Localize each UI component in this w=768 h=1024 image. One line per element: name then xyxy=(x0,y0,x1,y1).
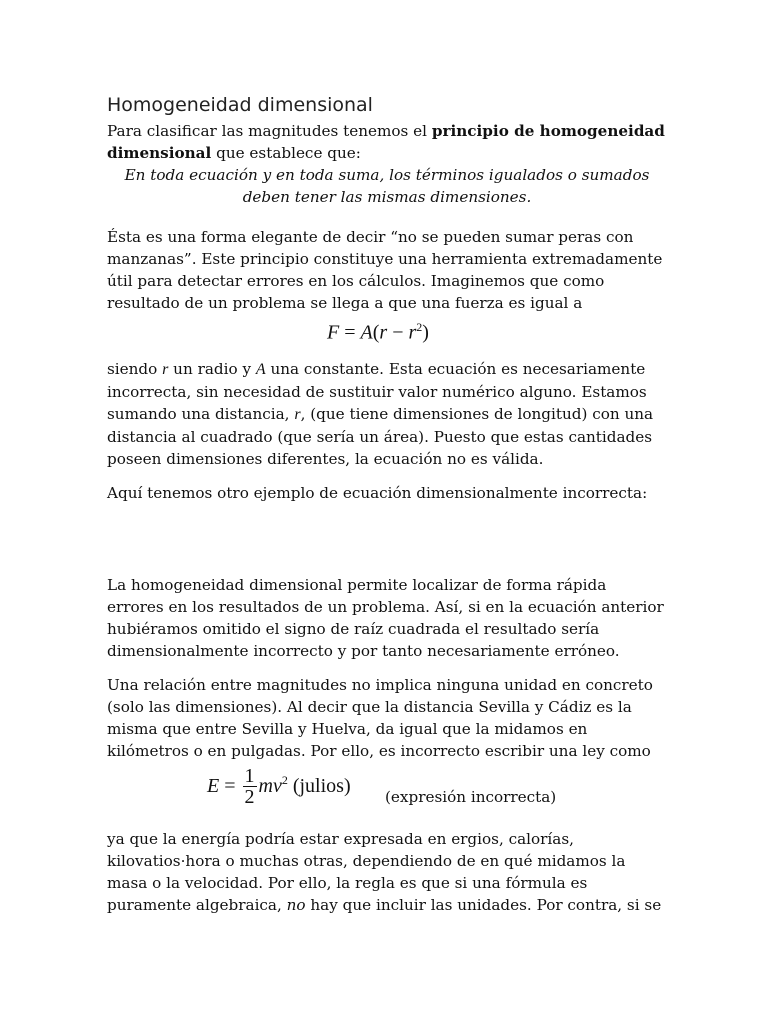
energy-equation-expression xyxy=(207,766,351,807)
paragraph-2 xyxy=(107,358,667,470)
intro-bold-2: dimensional xyxy=(107,144,212,162)
p6-emphasis: no xyxy=(286,896,306,914)
intro-text-end: que establece que: xyxy=(211,144,361,162)
p6-text-1: ya que la energía podría estar expresada en ergios, calorías, kilovatios·hora o muchas otras, dependiendo de en qué midamos la masa o la velocidad. Por ello, la regla es que si una fórmula es puramente algebraica, xyxy=(107,830,626,914)
eq2-equals: = xyxy=(219,775,241,797)
incorrect-expression-note: (expresión incorrecta) xyxy=(385,788,557,806)
principle-quote xyxy=(107,164,667,208)
force-equation xyxy=(107,314,667,358)
eq-r: r xyxy=(379,321,388,344)
eq-f: F xyxy=(327,321,340,344)
paragraph-3: Aquí tenemos otro ejemplo de ecuación dimensionalmente incorrecta: xyxy=(107,484,648,502)
quote-line-2: deben tener las mismas dimensiones. xyxy=(242,188,532,206)
eq-e: E xyxy=(207,775,220,797)
eq-minus: − xyxy=(387,321,409,344)
paragraph-1: Ésta es una forma elegante de decir “no se pueden sumar peras con manzanas”. Este principio constituye una herramienta extremadamente útil para detectar errores en los cálculos. Imaginemos que como resultado de un problema se llega a que una fuerza es igual a xyxy=(107,228,663,312)
p2-var-r-2: r xyxy=(294,406,301,423)
p2-text-3: una constante. Esta ecuación es necesariamente incorrecta, sin necesidad de sustituir valor numérico alguno. Estamos sumando una distancia, xyxy=(107,360,647,423)
document-page xyxy=(107,92,667,916)
p2-text-4: , (que tiene dimensiones de longitud) con una distancia al cuadrado (que sería un área). Puesto que estas cantidades poseen dimensiones diferentes, la ecuación no es válida. xyxy=(107,405,654,468)
intro-text: Para clasificar las magnitudes tenemos el xyxy=(107,122,432,140)
p6-text-2: hay que incluir las unidades. Por contra, si se xyxy=(305,896,662,914)
intro-bold-1: principio de homogeneidad xyxy=(431,122,665,140)
section-heading: Homogeneidad dimensional xyxy=(107,94,373,116)
p2-text-1: siendo xyxy=(107,360,163,378)
paragraph-4: La homogeneidad dimensional permite localizar de forma rápida errores en los resultados de un problema. Así, si en la ecuación anterior hubiéramos omitido el signo de raíz cuadrada el resultado sería dimensionalmente incorrecto y por tanto necesariamente erróneo. xyxy=(107,576,664,660)
fraction-denominator: 2 xyxy=(244,786,255,808)
eq-a: A xyxy=(360,321,373,344)
p2-var-a: A xyxy=(255,361,266,378)
eq-unit: (julios) xyxy=(287,775,351,797)
eq-r-squared: r xyxy=(408,321,417,344)
force-equation-expression xyxy=(327,320,429,345)
eq-mv: mv xyxy=(258,775,282,797)
paragraph-5: Una relación entre magnitudes no implica ninguna unidad en concreto (solo las dimensiones). Al decir que la distancia Sevilla y Cádiz es la misma que entre Sevilla y Huelva, da igual que la midamos en kilómetros o en pulgadas. Por ello, es incorrecto escribir una ley como xyxy=(107,676,653,760)
missing-equation-space xyxy=(107,504,667,562)
eq-open-paren: ( xyxy=(372,321,380,344)
intro-paragraph xyxy=(107,120,667,164)
eq-equals: = xyxy=(339,321,361,344)
eq-close-paren: ) xyxy=(422,321,429,344)
fraction-numerator: 1 xyxy=(244,765,255,787)
paragraph-6 xyxy=(107,828,667,916)
quote-line-1: En toda ecuación y en toda suma, los términos igualados o sumados xyxy=(124,166,650,184)
energy-equation xyxy=(107,762,667,828)
p2-var-r: r xyxy=(162,361,169,378)
eq-exponent: 2 xyxy=(416,320,423,334)
one-half-fraction xyxy=(243,766,257,807)
eq2-exponent: 2 xyxy=(281,773,288,787)
p2-text-2: un radio y xyxy=(168,360,256,378)
